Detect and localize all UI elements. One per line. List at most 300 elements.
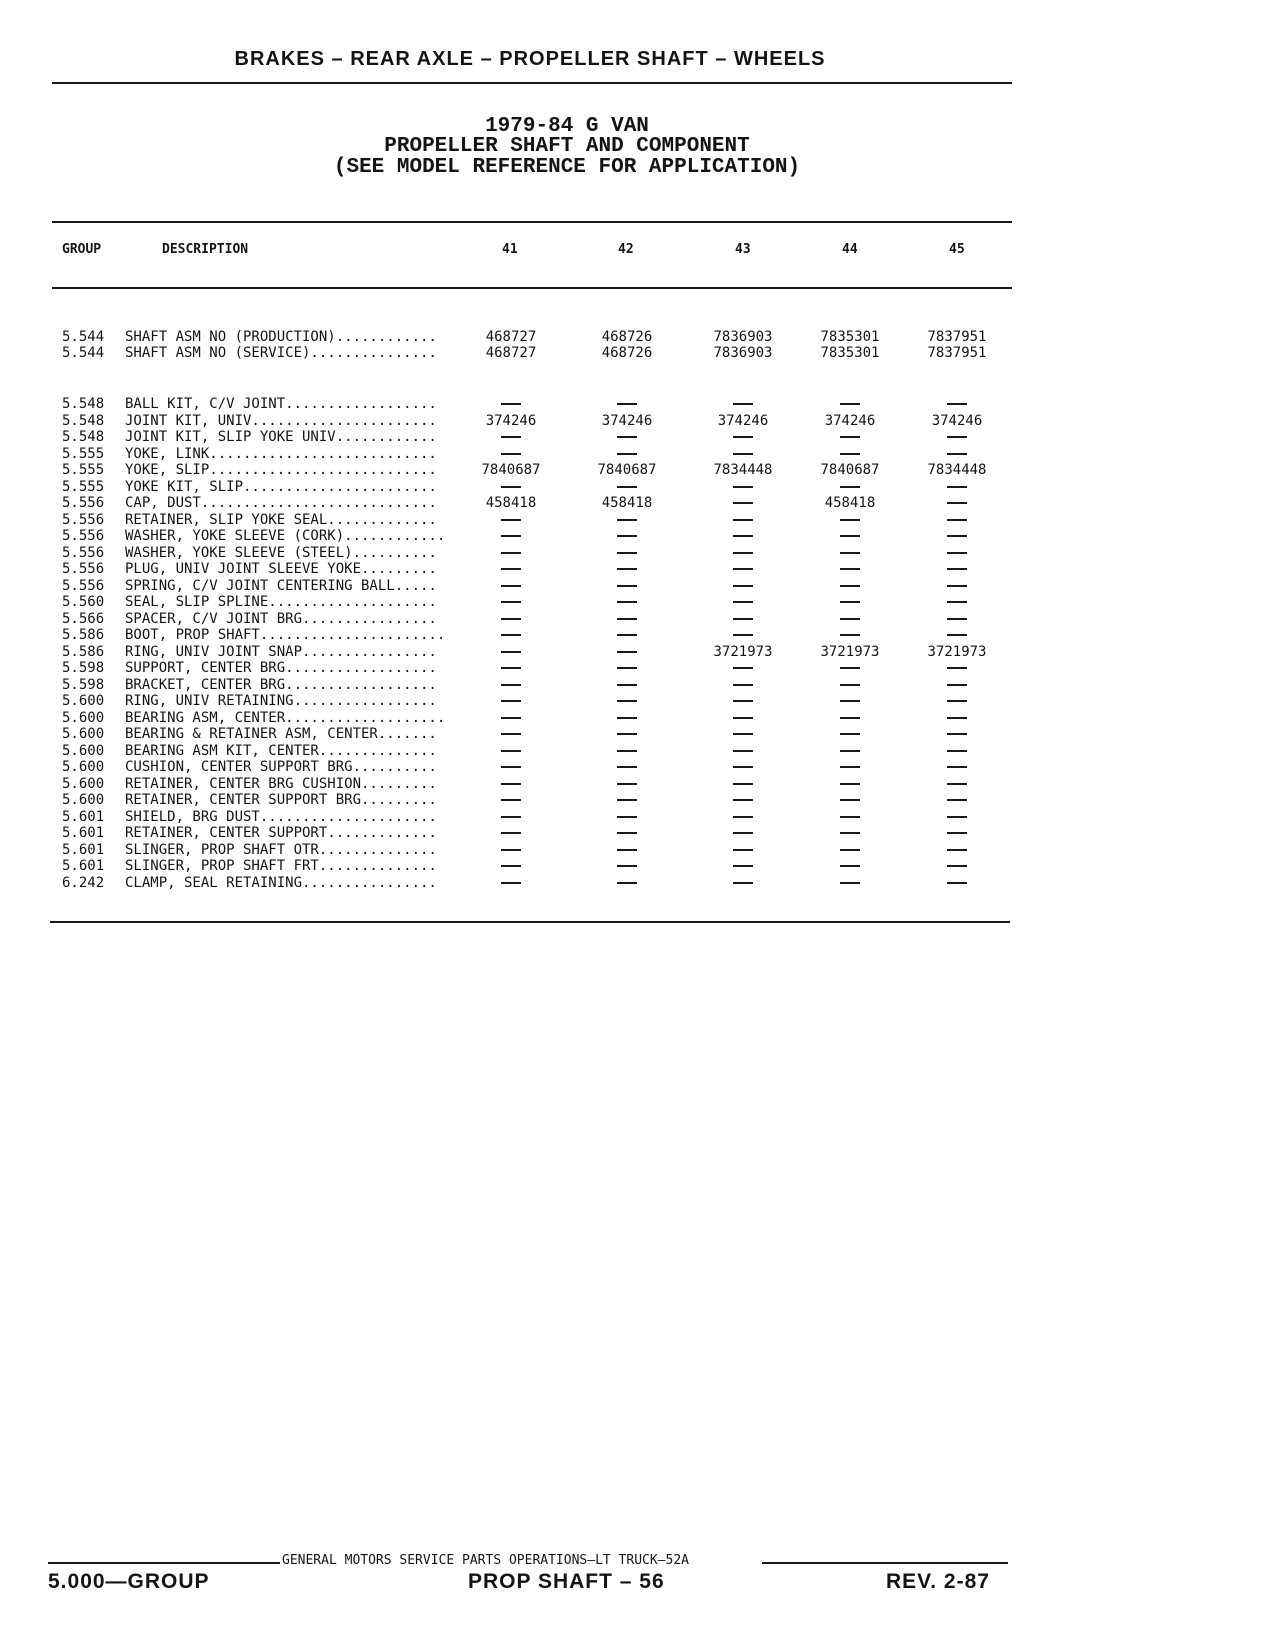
table-row: [0, 413, 1280, 430]
column-header-model-42: 42: [618, 242, 634, 257]
not-applicable-dash: [688, 396, 798, 413]
table-row: [0, 578, 1280, 595]
dash-mark: [733, 601, 753, 603]
not-applicable-dash: [795, 792, 905, 809]
part-description: BOOT, PROP SHAFT......................: [125, 627, 446, 643]
group-number: 5.601: [62, 808, 105, 825]
table-row: [0, 429, 1280, 446]
dash-mark: [501, 634, 521, 636]
not-applicable-dash: [572, 726, 682, 743]
not-applicable-dash: [688, 710, 798, 727]
dash-mark: [617, 882, 637, 884]
part-description: BEARING & RETAINER ASM, CENTER.......: [125, 726, 437, 742]
not-applicable-dash: [902, 512, 1012, 529]
not-applicable-dash: [572, 611, 682, 628]
not-applicable-dash: [688, 627, 798, 644]
not-applicable-dash: [795, 561, 905, 578]
not-applicable-dash: [795, 578, 905, 595]
not-applicable-dash: [902, 759, 1012, 776]
section-title: BRAKES – REAR AXLE – PROPELLER SHAFT – WHEELS: [234, 48, 826, 70]
dash-mark: [947, 568, 967, 570]
dash-mark: [501, 733, 521, 735]
not-applicable-dash: [688, 759, 798, 776]
dash-mark: [617, 766, 637, 768]
part-description: RETAINER, CENTER SUPPORT BRG.........: [125, 792, 437, 808]
column-header-model-45: 45: [949, 242, 965, 257]
not-applicable-dash: [456, 578, 566, 595]
not-applicable-dash: [795, 743, 905, 760]
not-applicable-dash: [456, 512, 566, 529]
not-applicable-dash: [688, 545, 798, 562]
part-number: 7840687: [597, 462, 657, 478]
group-number: 5.600: [62, 693, 105, 709]
dash-mark: [733, 750, 753, 752]
dash-mark: [501, 651, 521, 653]
group-number: 5.601: [62, 858, 105, 874]
table-row: [0, 710, 1280, 727]
part-description: RETAINER, CENTER BRG CUSHION.........: [125, 775, 437, 792]
dash-mark: [501, 865, 521, 867]
dash-mark: [617, 453, 637, 455]
part-number: 458418: [824, 495, 876, 511]
group-number: 5.556: [62, 495, 105, 511]
not-applicable-dash: [572, 512, 682, 529]
part-description: PLUG, UNIV JOINT SLEEVE YOKE.........: [125, 561, 437, 577]
part-number: 7836903: [713, 329, 773, 345]
dash-mark: [617, 486, 637, 488]
dash-mark: [840, 667, 860, 669]
table-row: [0, 611, 1280, 628]
group-number: 5.600: [62, 775, 105, 792]
part-number: 468726: [601, 345, 653, 361]
dash-mark: [947, 783, 967, 785]
part-description: SPACER, C/V JOINT BRG................: [125, 610, 437, 627]
dash-mark: [733, 733, 753, 735]
dash-mark: [947, 535, 967, 537]
group-number: 5.548: [62, 412, 105, 429]
dash-mark: [501, 750, 521, 752]
part-number: 374246: [485, 412, 537, 429]
not-applicable-dash: [572, 561, 682, 578]
table-top-rule: [52, 221, 1012, 223]
column-header-description: DESCRIPTION: [162, 242, 249, 257]
column-header-group: GROUP: [62, 242, 102, 257]
not-applicable-dash: [902, 875, 1012, 892]
group-number: 5.586: [62, 643, 105, 660]
dash-mark: [840, 717, 860, 719]
group-number: 5.544: [62, 329, 105, 345]
dash-mark: [733, 618, 753, 620]
not-applicable-dash: [456, 792, 566, 809]
part-number: 7840687: [481, 462, 541, 478]
table-row: [0, 858, 1280, 875]
not-applicable-dash: [572, 545, 682, 562]
dash-mark: [617, 403, 637, 405]
not-applicable-dash: [456, 759, 566, 776]
dash-mark: [501, 453, 521, 455]
part-description: YOKE, SLIP...........................: [125, 462, 437, 478]
part-number: 7837951: [927, 345, 987, 361]
part-number: 7837951: [927, 329, 987, 345]
dash-mark: [501, 667, 521, 669]
dash-mark: [617, 601, 637, 603]
not-applicable-dash: [456, 396, 566, 413]
dash-mark: [501, 717, 521, 719]
dash-mark: [501, 684, 521, 686]
dash-mark: [501, 849, 521, 851]
dash-mark: [947, 766, 967, 768]
table-row: [0, 329, 1280, 346]
group-number: 5.598: [62, 660, 105, 676]
not-applicable-dash: [902, 792, 1012, 809]
not-applicable-dash: [795, 875, 905, 892]
dash-mark: [840, 634, 860, 636]
dash-mark: [947, 667, 967, 669]
not-applicable-dash: [688, 743, 798, 760]
part-number: 3721973: [927, 643, 987, 660]
dash-mark: [947, 750, 967, 752]
dash-mark: [617, 750, 637, 752]
not-applicable-dash: [688, 594, 798, 611]
dash-mark: [501, 700, 521, 702]
dash-mark: [501, 601, 521, 603]
table-row: [0, 396, 1280, 413]
not-applicable-dash: [795, 594, 905, 611]
not-applicable-dash: [456, 842, 566, 859]
not-applicable-dash: [902, 726, 1012, 743]
not-applicable-dash: [902, 825, 1012, 842]
table-row: [0, 677, 1280, 694]
group-number: 5.600: [62, 759, 105, 775]
group-number: 5.556: [62, 511, 105, 528]
not-applicable-dash: [688, 611, 798, 628]
part-number: 374246: [601, 412, 653, 429]
dash-mark: [947, 717, 967, 719]
not-applicable-dash: [902, 743, 1012, 760]
not-applicable-dash: [902, 479, 1012, 496]
group-number: 5.566: [62, 610, 105, 627]
dash-mark: [733, 535, 753, 537]
dash-mark: [617, 684, 637, 686]
not-applicable-dash: [688, 495, 798, 512]
not-applicable-dash: [572, 743, 682, 760]
part-number: 7835301: [820, 329, 880, 345]
not-applicable-dash: [795, 677, 905, 694]
not-applicable-dash: [902, 627, 1012, 644]
not-applicable-dash: [688, 858, 798, 875]
dash-mark: [840, 882, 860, 884]
not-applicable-dash: [688, 825, 798, 842]
part-description: CLAMP, SEAL RETAINING................: [125, 874, 437, 891]
not-applicable-dash: [456, 594, 566, 611]
part-description: JOINT KIT, SLIP YOKE UNIV............: [125, 429, 437, 445]
part-description: CUSHION, CENTER SUPPORT BRG..........: [125, 759, 437, 775]
not-applicable-dash: [572, 825, 682, 842]
block-title-line-3: (SEE MODEL REFERENCE FOR APPLICATION): [333, 156, 801, 179]
dash-mark: [617, 849, 637, 851]
dash-mark: [733, 684, 753, 686]
group-number: 5.544: [62, 345, 105, 361]
not-applicable-dash: [795, 528, 905, 545]
block-title-line-1: 1979-84 G VAN: [485, 115, 649, 138]
not-applicable-dash: [688, 693, 798, 710]
not-applicable-dash: [456, 710, 566, 727]
not-applicable-dash: [572, 446, 682, 463]
dash-mark: [617, 436, 637, 438]
part-description: JOINT KIT, UNIV......................: [125, 412, 437, 429]
dash-mark: [733, 816, 753, 818]
not-applicable-dash: [795, 611, 905, 628]
footer-page-label: PROP SHAFT – 56: [468, 1570, 665, 1593]
group-number: 5.555: [62, 462, 105, 478]
not-applicable-dash: [456, 875, 566, 892]
table-row: [0, 446, 1280, 463]
dash-mark: [501, 568, 521, 570]
not-applicable-dash: [795, 693, 905, 710]
dash-mark: [501, 436, 521, 438]
dash-mark: [501, 585, 521, 587]
dash-mark: [733, 717, 753, 719]
table-row: [0, 545, 1280, 562]
not-applicable-dash: [572, 842, 682, 859]
group-number: 5.555: [62, 478, 105, 495]
dash-mark: [840, 750, 860, 752]
dash-mark: [501, 783, 521, 785]
part-number: 7835301: [820, 345, 880, 361]
dash-mark: [733, 849, 753, 851]
group-number: 5.601: [62, 825, 105, 841]
not-applicable-dash: [688, 660, 798, 677]
not-applicable-dash: [688, 842, 798, 859]
dash-mark: [501, 519, 521, 521]
part-description: SLINGER, PROP SHAFT FRT..............: [125, 858, 437, 874]
not-applicable-dash: [688, 809, 798, 826]
part-description: SHAFT ASM NO (SERVICE)...............: [125, 345, 437, 361]
not-applicable-dash: [456, 677, 566, 694]
dash-mark: [840, 568, 860, 570]
table-row: [0, 693, 1280, 710]
table-bottom-rule: [50, 921, 1010, 923]
dash-mark: [947, 585, 967, 587]
dash-mark: [840, 436, 860, 438]
dash-mark: [733, 783, 753, 785]
dash-mark: [617, 832, 637, 834]
part-number: 374246: [717, 412, 769, 429]
not-applicable-dash: [456, 528, 566, 545]
table-row: [0, 561, 1280, 578]
not-applicable-dash: [572, 578, 682, 595]
not-applicable-dash: [688, 479, 798, 496]
dash-mark: [733, 519, 753, 521]
part-number: 468726: [601, 329, 653, 345]
part-description: WASHER, YOKE SLEEVE (STEEL)..........: [125, 544, 437, 561]
group-number: 5.600: [62, 742, 105, 759]
part-number: 7834448: [713, 462, 773, 478]
not-applicable-dash: [902, 693, 1012, 710]
group-number: 5.556: [62, 561, 105, 577]
table-header-rule: [52, 287, 1012, 289]
not-applicable-dash: [795, 825, 905, 842]
not-applicable-dash: [688, 726, 798, 743]
dash-mark: [947, 882, 967, 884]
dash-mark: [840, 486, 860, 488]
not-applicable-dash: [795, 726, 905, 743]
part-number: 7834448: [927, 462, 987, 478]
part-description: YOKE KIT, SLIP.......................: [125, 478, 437, 495]
dash-mark: [840, 849, 860, 851]
dash-mark: [840, 519, 860, 521]
not-applicable-dash: [902, 858, 1012, 875]
not-applicable-dash: [902, 495, 1012, 512]
dash-mark: [501, 882, 521, 884]
part-number: 468727: [485, 329, 537, 345]
not-applicable-dash: [795, 627, 905, 644]
dash-mark: [501, 766, 521, 768]
dash-mark: [617, 651, 637, 653]
not-applicable-dash: [688, 578, 798, 595]
dash-mark: [947, 634, 967, 636]
dash-mark: [501, 618, 521, 620]
not-applicable-dash: [902, 776, 1012, 793]
not-applicable-dash: [456, 693, 566, 710]
dash-mark: [617, 733, 637, 735]
group-number: 6.242: [62, 874, 105, 891]
not-applicable-dash: [456, 627, 566, 644]
group-number: 5.600: [62, 792, 105, 808]
dash-mark: [733, 832, 753, 834]
table-row: [0, 743, 1280, 760]
dash-mark: [840, 799, 860, 801]
dash-mark: [947, 700, 967, 702]
table-row: [0, 594, 1280, 611]
dash-mark: [840, 618, 860, 620]
not-applicable-dash: [688, 875, 798, 892]
block-title-line-2: PROPELLER SHAFT AND COMPONENT: [384, 135, 750, 158]
dash-mark: [733, 700, 753, 702]
part-description: SHAFT ASM NO (PRODUCTION)............: [125, 329, 437, 345]
table-row: [0, 726, 1280, 743]
part-description: WASHER, YOKE SLEEVE (CORK)............: [125, 528, 446, 544]
column-header-model-41: 41: [502, 242, 518, 257]
not-applicable-dash: [795, 479, 905, 496]
part-number: 3721973: [713, 643, 773, 660]
dash-mark: [617, 783, 637, 785]
dash-mark: [947, 618, 967, 620]
not-applicable-dash: [795, 809, 905, 826]
not-applicable-dash: [572, 677, 682, 694]
footer-revision: REV. 2-87: [886, 1570, 990, 1593]
dash-mark: [947, 519, 967, 521]
group-number: 5.548: [62, 429, 105, 445]
not-applicable-dash: [902, 710, 1012, 727]
not-applicable-dash: [795, 396, 905, 413]
dash-mark: [947, 486, 967, 488]
dash-mark: [840, 783, 860, 785]
table-row: [0, 825, 1280, 842]
group-number: 5.548: [62, 396, 105, 412]
not-applicable-dash: [902, 528, 1012, 545]
table-row: [0, 660, 1280, 677]
not-applicable-dash: [902, 677, 1012, 694]
dash-mark: [947, 816, 967, 818]
dash-mark: [840, 733, 860, 735]
not-applicable-dash: [795, 759, 905, 776]
not-applicable-dash: [902, 809, 1012, 826]
dash-mark: [947, 436, 967, 438]
footer-group-label: 5.000—GROUP: [48, 1570, 210, 1593]
not-applicable-dash: [688, 512, 798, 529]
part-number: 458418: [485, 495, 537, 511]
not-applicable-dash: [572, 644, 682, 661]
not-applicable-dash: [795, 512, 905, 529]
not-applicable-dash: [795, 710, 905, 727]
group-number: 5.586: [62, 627, 105, 643]
not-applicable-dash: [456, 809, 566, 826]
not-applicable-dash: [456, 561, 566, 578]
not-applicable-dash: [688, 528, 798, 545]
part-number: 3721973: [820, 643, 880, 660]
not-applicable-dash: [688, 776, 798, 793]
not-applicable-dash: [456, 858, 566, 875]
dash-mark: [733, 436, 753, 438]
column-header-model-43: 43: [735, 242, 751, 257]
table-row: [0, 776, 1280, 793]
dash-mark: [947, 601, 967, 603]
not-applicable-dash: [688, 446, 798, 463]
not-applicable-dash: [795, 776, 905, 793]
dash-mark: [733, 568, 753, 570]
table-row: [0, 644, 1280, 661]
dash-mark: [840, 403, 860, 405]
dash-mark: [947, 799, 967, 801]
not-applicable-dash: [456, 644, 566, 661]
part-description: BEARING ASM KIT, CENTER..............: [125, 742, 437, 759]
dash-mark: [501, 816, 521, 818]
not-applicable-dash: [795, 858, 905, 875]
part-description: BEARING ASM, CENTER...................: [125, 709, 446, 726]
dash-mark: [733, 865, 753, 867]
dash-mark: [617, 535, 637, 537]
dash-mark: [947, 453, 967, 455]
part-description: SHIELD, BRG DUST.....................: [125, 808, 437, 825]
group-number: 5.555: [62, 445, 105, 462]
not-applicable-dash: [572, 594, 682, 611]
dash-mark: [947, 865, 967, 867]
not-applicable-dash: [456, 429, 566, 446]
not-applicable-dash: [572, 875, 682, 892]
group-number: 5.598: [62, 676, 105, 693]
table-row: [0, 792, 1280, 809]
dash-mark: [840, 535, 860, 537]
dash-mark: [733, 486, 753, 488]
not-applicable-dash: [572, 627, 682, 644]
not-applicable-dash: [572, 776, 682, 793]
part-number: 374246: [824, 412, 876, 429]
dash-mark: [947, 684, 967, 686]
dash-mark: [840, 700, 860, 702]
dash-mark: [840, 865, 860, 867]
not-applicable-dash: [572, 396, 682, 413]
not-applicable-dash: [572, 792, 682, 809]
not-applicable-dash: [572, 710, 682, 727]
group-number: 5.600: [62, 709, 105, 726]
part-description: SPRING, C/V JOINT CENTERING BALL.....: [125, 577, 437, 594]
not-applicable-dash: [795, 429, 905, 446]
group-number: 5.556: [62, 577, 105, 594]
dash-mark: [617, 816, 637, 818]
dash-mark: [501, 832, 521, 834]
table-row: [0, 842, 1280, 859]
